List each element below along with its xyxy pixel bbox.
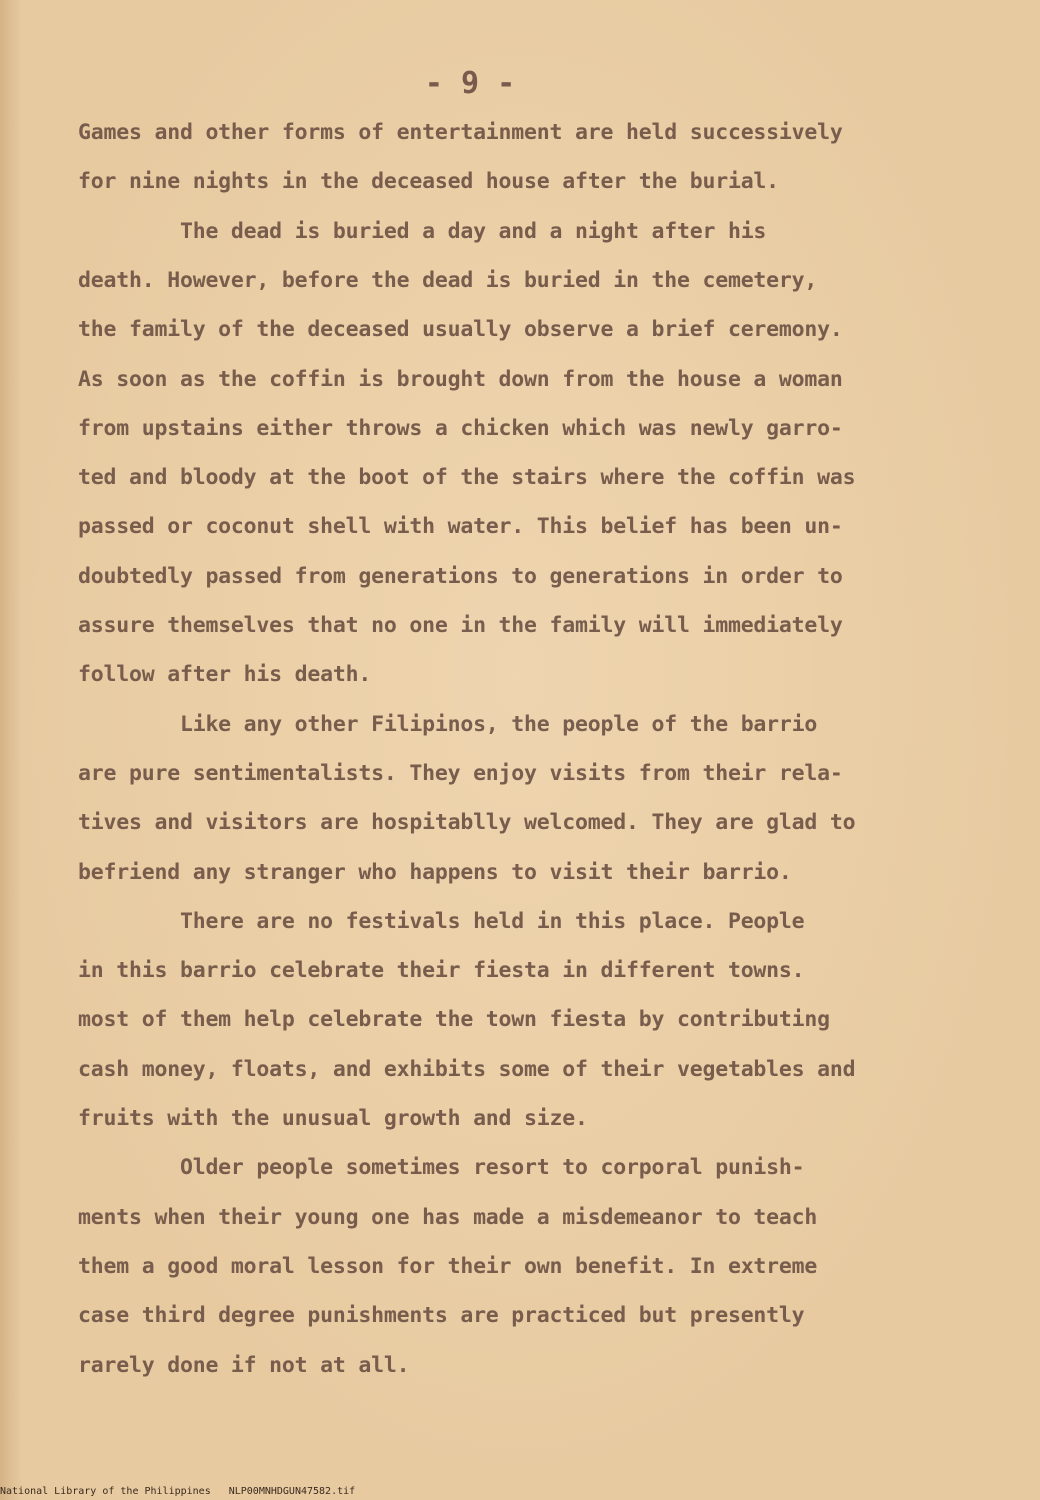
body-text-line: Games and other forms of entertainment are held successively: [78, 120, 843, 145]
body-text-line: Like any other Filipinos, the people of the barrio: [78, 712, 818, 737]
body-text-line: the family of the deceased usually observe a brief ceremony.: [78, 317, 843, 342]
footer-library-name: National Library of the Philippines: [0, 1486, 211, 1497]
body-text-line: ments when their young one has made a misdemeanor to teach: [78, 1205, 818, 1230]
body-text-line: fruits with the unusual growth and size.: [78, 1106, 588, 1131]
body-text-line: case third degree punishments are practiced but presently: [78, 1303, 805, 1328]
scan-footer: [0, 1486, 355, 1497]
body-text-line: are pure sentimentalists. They enjoy visits from their rela-: [78, 761, 843, 786]
body-text-line: assure themselves that no one in the family will immediately: [78, 613, 843, 638]
page-number: - 9 -: [424, 66, 516, 101]
body-text-line: tives and visitors are hospitablly welcomed. They are glad to: [78, 810, 856, 835]
body-text-line: befriend any stranger who happens to visit their barrio.: [78, 860, 792, 885]
body-text-line: Older people sometimes resort to corporal punish-: [78, 1155, 805, 1180]
body-text-line: most of them help celebrate the town fiesta by contributing: [78, 1007, 830, 1032]
body-text-line: The dead is buried a day and a night after his: [78, 219, 767, 244]
body-text-line: cash money, floats, and exhibits some of their vegetables and: [78, 1057, 856, 1082]
footer-filename: NLP00MNHDGUN47582.tif: [228, 1486, 356, 1497]
body-text-line: death. However, before the dead is buried in the cemetery,: [78, 268, 818, 293]
body-text-line: for nine nights in the deceased house after the burial.: [78, 169, 779, 194]
body-text-line: ted and bloody at the boot of the stairs where the coffin was: [78, 465, 856, 490]
body-text-line: As soon as the coffin is brought down from the house a woman: [78, 367, 843, 392]
body-text-line: in this barrio celebrate their fiesta in different towns.: [78, 958, 805, 983]
body-text-line: doubtedly passed from generations to generations in order to: [78, 564, 843, 589]
body-text-line: from upstains either throws a chicken which was newly garro-: [78, 416, 843, 441]
body-text-line: passed or coconut shell with water. This belief has been un-: [78, 514, 843, 539]
body-text-line: follow after his death.: [78, 662, 372, 687]
body-text-line: There are no festivals held in this place. People: [78, 909, 805, 934]
body-text-line: rarely done if not at all.: [78, 1353, 410, 1378]
body-text-line: them a good moral lesson for their own benefit. In extreme: [78, 1254, 818, 1279]
